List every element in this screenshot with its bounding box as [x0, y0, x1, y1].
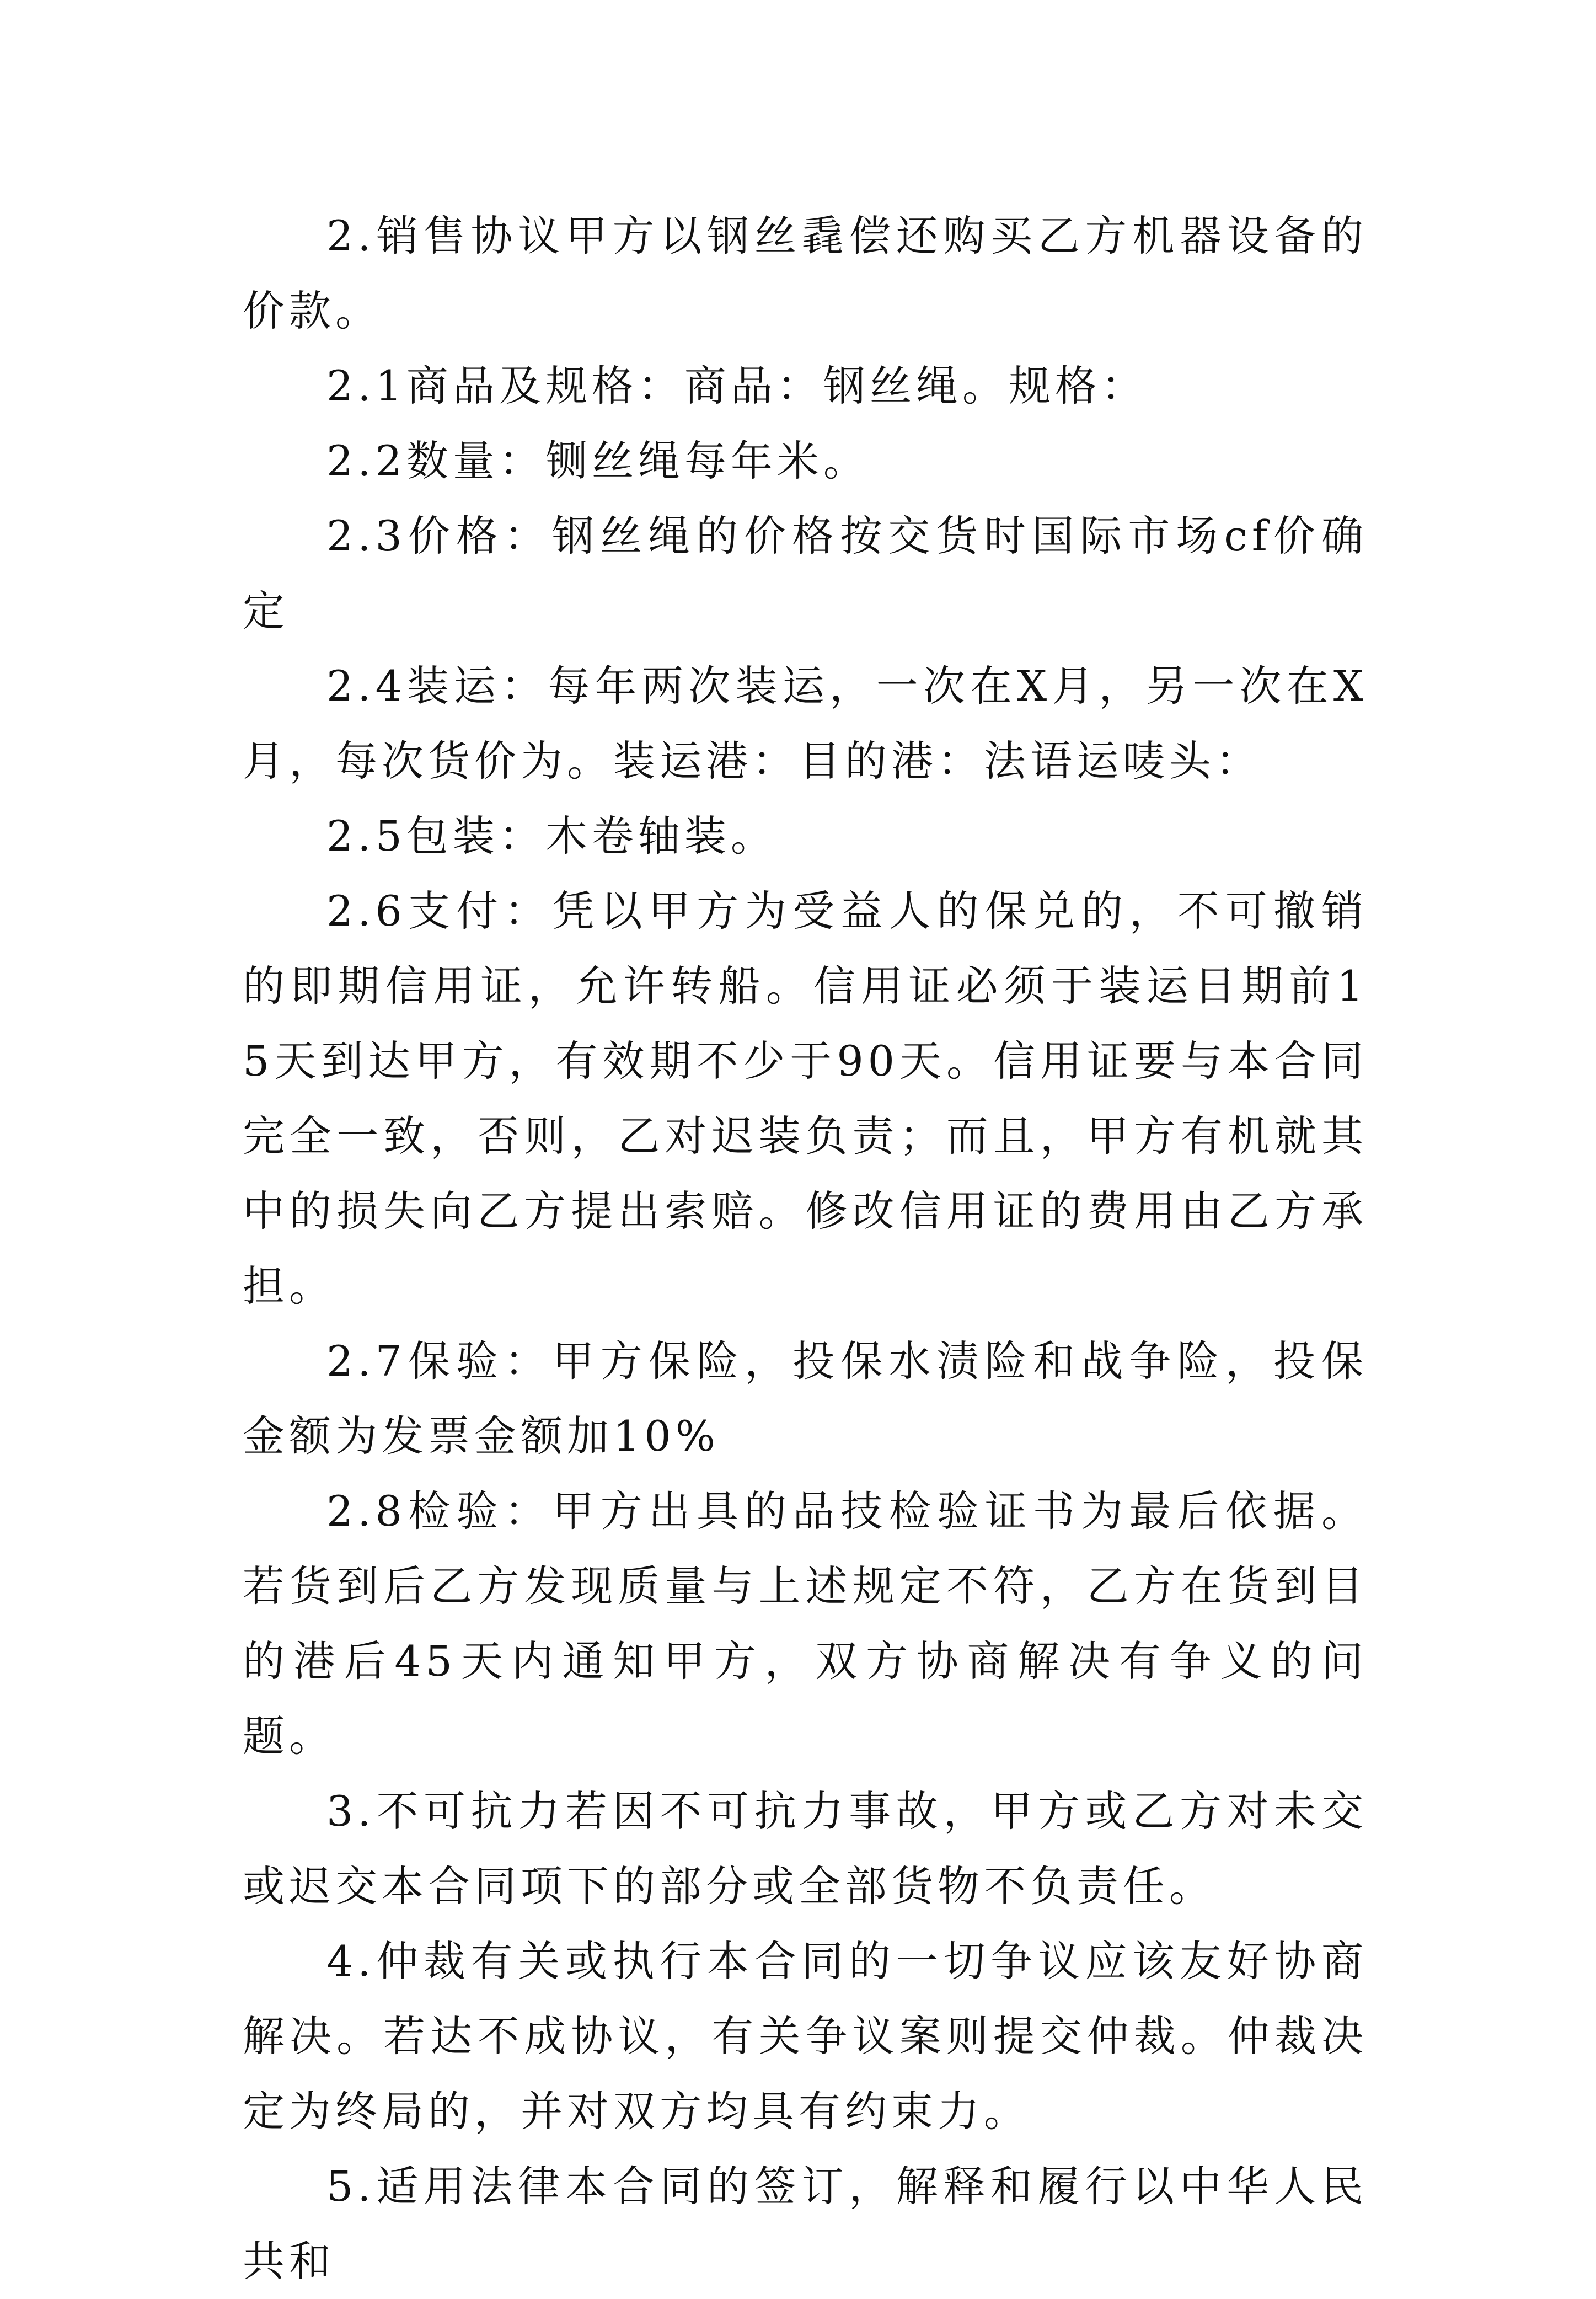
paragraph-goods-specification: 2.1商品及规格：商品：钢丝绳。规格：	[326, 361, 1148, 410]
paragraph-force-majeure: 3.不可抗力若因不可抗力事故，甲方或乙方对未交或迟交本合同项下的部分或全部货物不负责任。	[243, 1787, 1368, 1911]
paragraph-insurance: 2.7保验：甲方保险，投保水渍险和战争险，投保金额为发票金额加10%	[243, 1336, 1368, 1461]
paragraph-packing: 2.5包装：木卷轴装。	[326, 811, 777, 860]
document-body	[243, 199, 1368, 2299]
paragraph-price: 2.3价格：钢丝绳的价格按交货时国际市场cf价确定	[243, 511, 1368, 635]
paragraph-inspection: 2.8检验：甲方出具的品技检验证书为最后依据。若货到后乙方发现质量与上述规定不符，乙方在货到目的港后45天内通知甲方，双方协商解决有争义的问题。	[243, 1487, 1368, 1761]
paragraph-applicable-law: 5.适用法律本合同的签订，解释和履行以中华人民共和	[243, 2162, 1368, 2286]
paragraph-arbitration: 4.仲裁有关或执行本合同的一切争议应该友好协商解决。若达不成协议，有关争议案则提交仲裁。仲裁决定为终局的，并对双方均具有约束力。	[243, 1937, 1368, 2136]
paragraph-sales-agreement: 2.销售协议甲方以钢丝毳偿还购买乙方机器设备的价款。	[243, 211, 1368, 335]
paragraph-payment: 2.6支付：凭以甲方为受益人的保兑的，不可撤销的即期信用证，允许转船。信用证必须于装运日期前15天到达甲方，有效期不少于90天。信用证要与本合同完全一致，否则，乙对迟装负责；而且，甲方有机就其中的损失向乙方提出索赔。修改信用证的费用由乙方承担。	[243, 886, 1368, 1311]
paragraph-quantity: 2.2数量：铡丝绳每年米。	[326, 436, 870, 485]
paragraph-shipment: 2.4装运：每年两次装运，一次在X月，另一次在X月，每次货价为。装运港：目的港：法语运唛头：	[243, 661, 1368, 785]
